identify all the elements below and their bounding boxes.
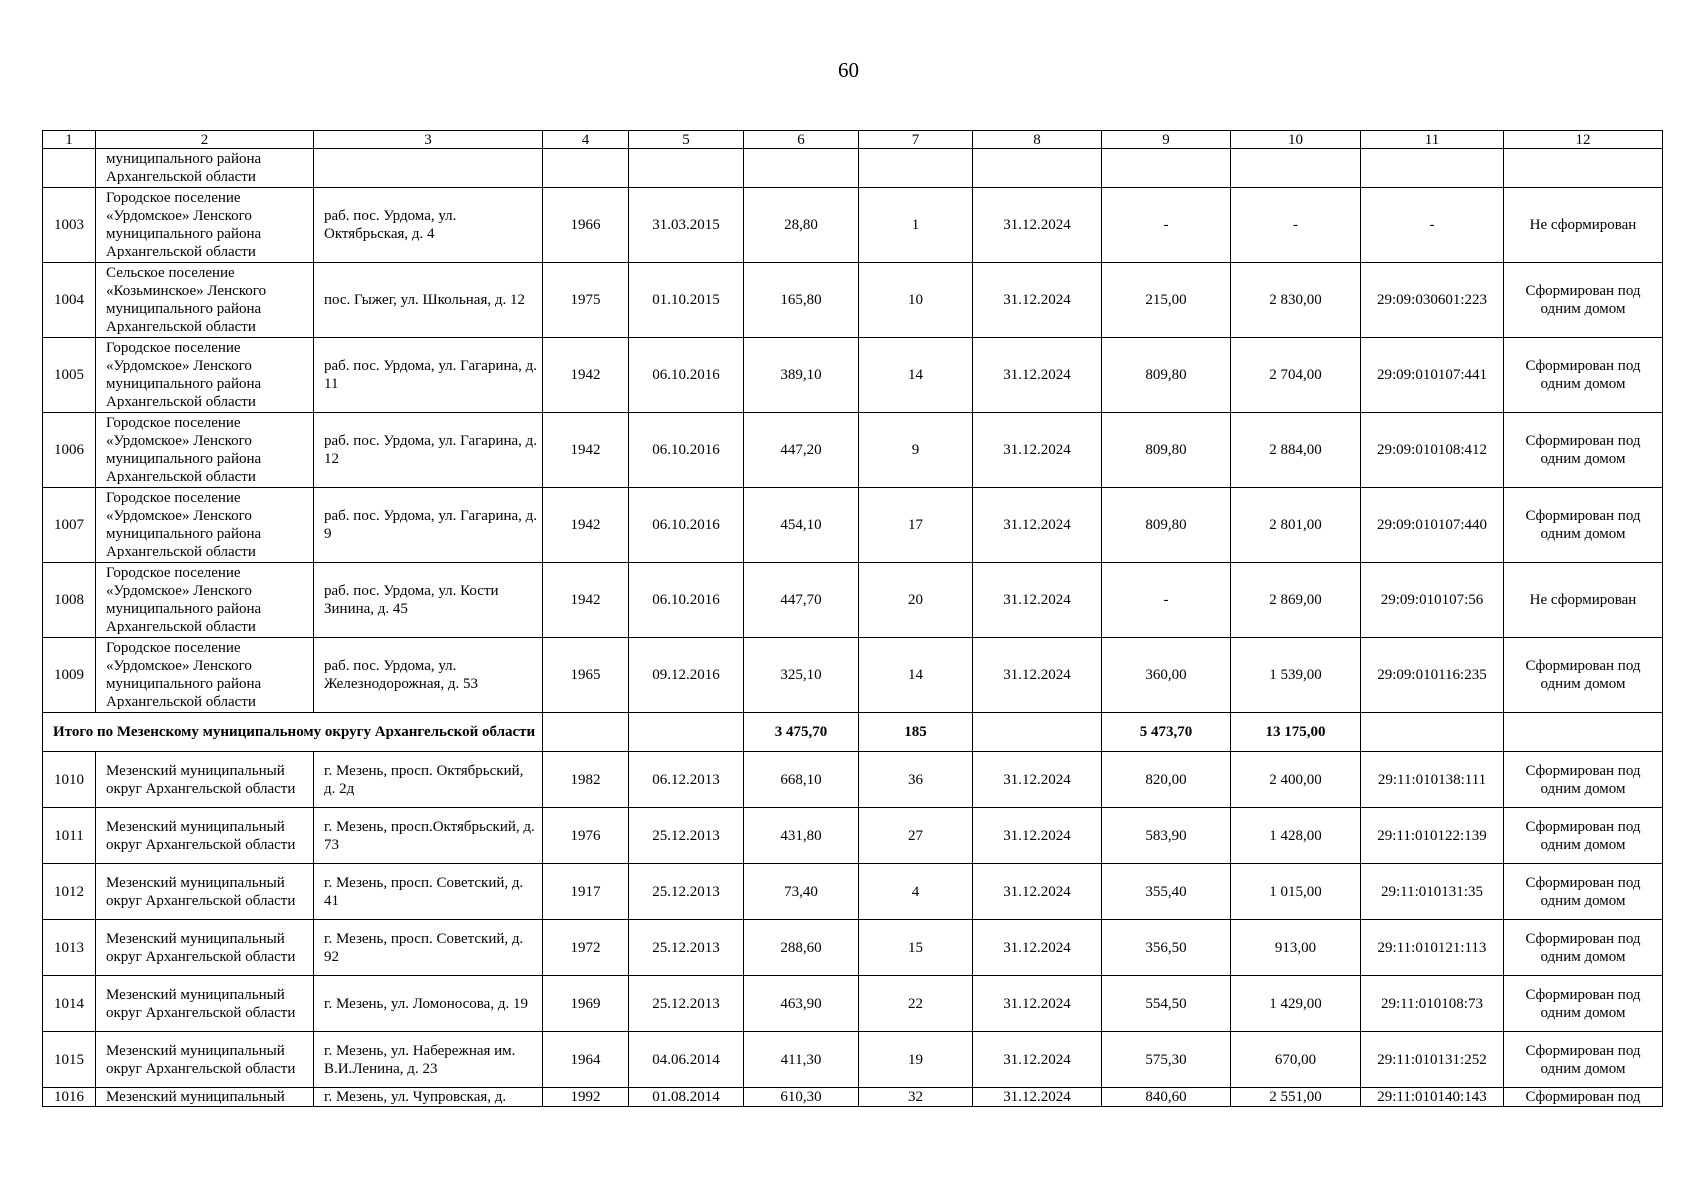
cell-land-area: 360,00: [1102, 638, 1231, 713]
cell-municipality: Мезенский муниципальный округ Архангельской области: [96, 1032, 314, 1088]
cell-land-status: Сформирован под: [1504, 1088, 1663, 1107]
cell-year: 1975: [543, 263, 629, 338]
table-row: [43, 338, 1663, 413]
cell-cost: 1 539,00: [1231, 638, 1361, 713]
table-row: [43, 638, 1663, 713]
cell-cadastral-number: 29:11:010131:35: [1361, 864, 1504, 920]
cell-land-status: Сформирован под одним домом: [1504, 864, 1663, 920]
cell-deadline: 31.12.2024: [973, 563, 1102, 638]
cell-number: 1014: [43, 976, 96, 1032]
cell-cost: 1 429,00: [1231, 976, 1361, 1032]
cell-empty: [973, 149, 1102, 188]
cell-year: 1942: [543, 338, 629, 413]
cell-residents: 36: [859, 752, 973, 808]
cell-date: 31.03.2015: [629, 188, 744, 263]
cell-cost: 2 704,00: [1231, 338, 1361, 413]
cell-empty: [859, 149, 973, 188]
cell-cadastral-number: 29:09:010107:56: [1361, 563, 1504, 638]
cell-deadline: 31.12.2024: [973, 920, 1102, 976]
cell-address: г. Мезень, просп.Октябрьский, д. 73: [314, 808, 543, 864]
cell-year: 1965: [543, 638, 629, 713]
cell-address: г. Мезень, просп. Советский, д. 92: [314, 920, 543, 976]
table-row: [43, 263, 1663, 338]
cell-empty: [629, 149, 744, 188]
cell-residents: 4: [859, 864, 973, 920]
cell-cost: 2 400,00: [1231, 752, 1361, 808]
cell-cadastral-number: 29:11:010131:252: [1361, 1032, 1504, 1088]
cell-land-area: -: [1102, 188, 1231, 263]
column-number: 7: [859, 131, 973, 149]
cell-number: 1013: [43, 920, 96, 976]
cell-municipality: Мезенский муниципальный округ Архангельской области: [96, 808, 314, 864]
cell-municipality: Городское поселение «Урдомское» Ленского муниципального района Архангельской области: [96, 563, 314, 638]
cell-cost: 670,00: [1231, 1032, 1361, 1088]
cell-cost: 1 015,00: [1231, 864, 1361, 920]
column-number: 3: [314, 131, 543, 149]
table-body: [43, 131, 1663, 1107]
table-row: [43, 1088, 1663, 1107]
cell-date: 06.10.2016: [629, 563, 744, 638]
cell-cost: 2 884,00: [1231, 413, 1361, 488]
cell-date: 06.12.2013: [629, 752, 744, 808]
column-number: 11: [1361, 131, 1504, 149]
column-number-row: [43, 131, 1663, 149]
cell-deadline: 31.12.2024: [973, 1032, 1102, 1088]
column-number: 5: [629, 131, 744, 149]
cell-cost: -: [1231, 188, 1361, 263]
cell-date: 04.06.2014: [629, 1032, 744, 1088]
total-label: Итого по Мезенскому муниципальному округу Архангельской области: [43, 713, 543, 752]
cell-empty: [1361, 713, 1504, 752]
cell-empty: [1231, 149, 1361, 188]
cell-land-area: 809,80: [1102, 488, 1231, 563]
cell-municipality: Городское поселение «Урдомское» Ленского муниципального района Архангельской области: [96, 338, 314, 413]
cell-date: 25.12.2013: [629, 808, 744, 864]
cell-cadastral-number: 29:11:010140:143: [1361, 1088, 1504, 1107]
cell-municipality: муниципального района Архангельской области: [96, 149, 314, 188]
cell-residents: 17: [859, 488, 973, 563]
cell-number: 1004: [43, 263, 96, 338]
cell-deadline: 31.12.2024: [973, 1088, 1102, 1107]
cell-land-area: -: [1102, 563, 1231, 638]
cell-land-status: Сформирован под одним домом: [1504, 808, 1663, 864]
column-number: 2: [96, 131, 314, 149]
cell-land-area: 554,50: [1102, 976, 1231, 1032]
table-row: [43, 808, 1663, 864]
cell-land-status: Сформирован под одним домом: [1504, 338, 1663, 413]
cell-municipality: Мезенский муниципальный округ Архангельской области: [96, 864, 314, 920]
cell-address: г. Мезень, ул. Набережная им. В.И.Ленина, д. 23: [314, 1032, 543, 1088]
cell-empty: [744, 149, 859, 188]
cell-date: 01.10.2015: [629, 263, 744, 338]
cell-municipality: Мезенский муниципальный округ Архангельской области: [96, 920, 314, 976]
cell-date: 25.12.2013: [629, 864, 744, 920]
cell-deadline: 31.12.2024: [973, 638, 1102, 713]
cell-cadastral-number: 29:11:010122:139: [1361, 808, 1504, 864]
cell-cadastral-number: 29:09:010107:441: [1361, 338, 1504, 413]
cell-land-area: 809,80: [1102, 338, 1231, 413]
total-residents: 185: [859, 713, 973, 752]
cell-area: 73,40: [744, 864, 859, 920]
cell-land-area: 820,00: [1102, 752, 1231, 808]
cell-area: 610,30: [744, 1088, 859, 1107]
cell-year: 1942: [543, 563, 629, 638]
cell-residents: 15: [859, 920, 973, 976]
cell-area: 431,80: [744, 808, 859, 864]
cell-year: 1917: [543, 864, 629, 920]
cell-cadastral-number: 29:09:010107:440: [1361, 488, 1504, 563]
cell-residents: 32: [859, 1088, 973, 1107]
cell-cadastral-number: 29:09:010108:412: [1361, 413, 1504, 488]
table-row: [43, 413, 1663, 488]
cell-date: 25.12.2013: [629, 920, 744, 976]
column-number: 9: [1102, 131, 1231, 149]
cell-year: 1982: [543, 752, 629, 808]
cell-address: пос. Гыжег, ул. Школьная, д. 12: [314, 263, 543, 338]
cell-number: 1016: [43, 1088, 96, 1107]
table-row: [43, 864, 1663, 920]
cell-year: 1942: [543, 488, 629, 563]
cell-number: 1007: [43, 488, 96, 563]
cell-municipality: Мезенский муниципальный округ Архангельской области: [96, 976, 314, 1032]
cell-area: 288,60: [744, 920, 859, 976]
column-number: 4: [543, 131, 629, 149]
cell-empty: [43, 149, 96, 188]
cell-municipality: Мезенский муниципальный округ Архангельской области: [96, 752, 314, 808]
cell-number: 1008: [43, 563, 96, 638]
cell-date: 25.12.2013: [629, 976, 744, 1032]
cell-municipality: Городское поселение «Урдомское» Ленского муниципального района Архангельской области: [96, 413, 314, 488]
cell-address: г. Мезень, ул. Чупровская, д.: [314, 1088, 543, 1107]
cell-cost: 913,00: [1231, 920, 1361, 976]
cell-number: 1012: [43, 864, 96, 920]
cell-land-status: Не сформирован: [1504, 188, 1663, 263]
cell-area: 325,10: [744, 638, 859, 713]
cell-land-status: Сформирован под одним домом: [1504, 752, 1663, 808]
table-row: [43, 563, 1663, 638]
cell-address: г. Мезень, ул. Ломоносова, д. 19: [314, 976, 543, 1032]
cell-land-area: 215,00: [1102, 263, 1231, 338]
column-number: 10: [1231, 131, 1361, 149]
cell-area: 411,30: [744, 1032, 859, 1088]
cell-empty: [314, 149, 543, 188]
cell-residents: 14: [859, 338, 973, 413]
cell-number: 1005: [43, 338, 96, 413]
cell-cost: 2 869,00: [1231, 563, 1361, 638]
cell-address: раб. пос. Урдома, ул. Кости Зинина, д. 45: [314, 563, 543, 638]
table-row: [43, 976, 1663, 1032]
cell-area: 447,20: [744, 413, 859, 488]
cell-land-area: 840,60: [1102, 1088, 1231, 1107]
cell-empty: [543, 149, 629, 188]
cell-land-status: Сформирован под одним домом: [1504, 920, 1663, 976]
table-row: [43, 1032, 1663, 1088]
cell-cadastral-number: 29:11:010108:73: [1361, 976, 1504, 1032]
cell-area: 463,90: [744, 976, 859, 1032]
cell-municipality: Городское поселение «Урдомское» Ленского муниципального района Архангельской области: [96, 188, 314, 263]
cell-area: 668,10: [744, 752, 859, 808]
cell-empty: [629, 713, 744, 752]
cell-address: раб. пос. Урдома, ул. Гагарина, д. 11: [314, 338, 543, 413]
housing-registry-table: [42, 130, 1663, 1107]
cell-address: раб. пос. Урдома, ул. Гагарина, д. 9: [314, 488, 543, 563]
cell-address: раб. пос. Урдома, ул. Гагарина, д. 12: [314, 413, 543, 488]
cell-land-status: Сформирован под одним домом: [1504, 1032, 1663, 1088]
cell-deadline: 31.12.2024: [973, 976, 1102, 1032]
table-row: [43, 752, 1663, 808]
cell-date: 06.10.2016: [629, 413, 744, 488]
cell-deadline: 31.12.2024: [973, 752, 1102, 808]
cell-area: 389,10: [744, 338, 859, 413]
column-number: 1: [43, 131, 96, 149]
cell-number: 1009: [43, 638, 96, 713]
cell-land-status: Сформирован под одним домом: [1504, 976, 1663, 1032]
cell-land-area: 355,40: [1102, 864, 1231, 920]
cell-cadastral-number: 29:11:010121:113: [1361, 920, 1504, 976]
cell-year: 1972: [543, 920, 629, 976]
cell-municipality: Мезенский муниципальный: [96, 1088, 314, 1107]
cell-land-area: 809,80: [1102, 413, 1231, 488]
cell-number: 1015: [43, 1032, 96, 1088]
cell-area: 165,80: [744, 263, 859, 338]
cell-address: раб. пос. Урдома, ул. Железнодорожная, д. 53: [314, 638, 543, 713]
total-row: [43, 713, 1663, 752]
cell-area: 454,10: [744, 488, 859, 563]
cell-address: раб. пос. Урдома, ул. Октябрьская, д. 4: [314, 188, 543, 263]
cell-date: 01.08.2014: [629, 1088, 744, 1107]
total-cost: 13 175,00: [1231, 713, 1361, 752]
cell-number: 1006: [43, 413, 96, 488]
cell-land-area: 356,50: [1102, 920, 1231, 976]
cell-municipality: Городское поселение «Урдомское» Ленского муниципального района Архангельской области: [96, 488, 314, 563]
cell-empty: [1504, 149, 1663, 188]
cell-deadline: 31.12.2024: [973, 808, 1102, 864]
cell-number: 1010: [43, 752, 96, 808]
cell-deadline: 31.12.2024: [973, 263, 1102, 338]
cell-year: 1992: [543, 1088, 629, 1107]
page-number: 60: [838, 58, 859, 82]
cell-residents: 1: [859, 188, 973, 263]
cell-cost: 2 830,00: [1231, 263, 1361, 338]
cell-deadline: 31.12.2024: [973, 338, 1102, 413]
cell-year: 1969: [543, 976, 629, 1032]
cell-residents: 10: [859, 263, 973, 338]
cell-residents: 27: [859, 808, 973, 864]
cell-empty: [1102, 149, 1231, 188]
cell-land-status: Сформирован под одним домом: [1504, 263, 1663, 338]
table-row: [43, 920, 1663, 976]
cell-residents: 22: [859, 976, 973, 1032]
column-number: 12: [1504, 131, 1663, 149]
cell-area: 28,80: [744, 188, 859, 263]
cell-date: 06.10.2016: [629, 338, 744, 413]
cell-year: 1966: [543, 188, 629, 263]
cell-area: 447,70: [744, 563, 859, 638]
cell-land-area: 575,30: [1102, 1032, 1231, 1088]
cell-municipality: Сельское поселение «Козьминское» Ленского муниципального района Архангельской области: [96, 263, 314, 338]
cell-deadline: 31.12.2024: [973, 413, 1102, 488]
cell-land-area: 583,90: [1102, 808, 1231, 864]
cell-deadline: 31.12.2024: [973, 488, 1102, 563]
cell-deadline: 31.12.2024: [973, 188, 1102, 263]
cell-cost: 2 801,00: [1231, 488, 1361, 563]
cell-cadastral-number: 29:09:030601:223: [1361, 263, 1504, 338]
cell-residents: 14: [859, 638, 973, 713]
cell-municipality: Городское поселение «Урдомское» Ленского муниципального района Архангельской области: [96, 638, 314, 713]
cell-year: 1976: [543, 808, 629, 864]
cell-date: 06.10.2016: [629, 488, 744, 563]
cell-land-status: Сформирован под одним домом: [1504, 413, 1663, 488]
cell-residents: 20: [859, 563, 973, 638]
cell-land-status: Не сформирован: [1504, 563, 1663, 638]
total-area: 3 475,70: [744, 713, 859, 752]
table-row: [43, 188, 1663, 263]
cell-cadastral-number: 29:09:010116:235: [1361, 638, 1504, 713]
cell-address: г. Мезень, просп. Октябрьский, д. 2д: [314, 752, 543, 808]
table-row: [43, 488, 1663, 563]
column-number: 6: [744, 131, 859, 149]
cell-empty: [1504, 713, 1663, 752]
column-number: 8: [973, 131, 1102, 149]
total-land-area: 5 473,70: [1102, 713, 1231, 752]
cell-empty: [543, 713, 629, 752]
cell-empty: [973, 713, 1102, 752]
cell-land-status: Сформирован под одним домом: [1504, 638, 1663, 713]
cell-number: 1003: [43, 188, 96, 263]
cell-residents: 9: [859, 413, 973, 488]
cell-empty: [1361, 149, 1504, 188]
cell-number: 1011: [43, 808, 96, 864]
cell-date: 09.12.2016: [629, 638, 744, 713]
cell-cost: 2 551,00: [1231, 1088, 1361, 1107]
cell-land-status: Сформирован под одним домом: [1504, 488, 1663, 563]
continuation-row: [43, 149, 1663, 188]
cell-address: г. Мезень, просп. Советский, д. 41: [314, 864, 543, 920]
cell-residents: 19: [859, 1032, 973, 1088]
cell-cadastral-number: 29:11:010138:111: [1361, 752, 1504, 808]
cell-deadline: 31.12.2024: [973, 864, 1102, 920]
cell-cost: 1 428,00: [1231, 808, 1361, 864]
cell-year: 1964: [543, 1032, 629, 1088]
cell-year: 1942: [543, 413, 629, 488]
cell-cadastral-number: -: [1361, 188, 1504, 263]
